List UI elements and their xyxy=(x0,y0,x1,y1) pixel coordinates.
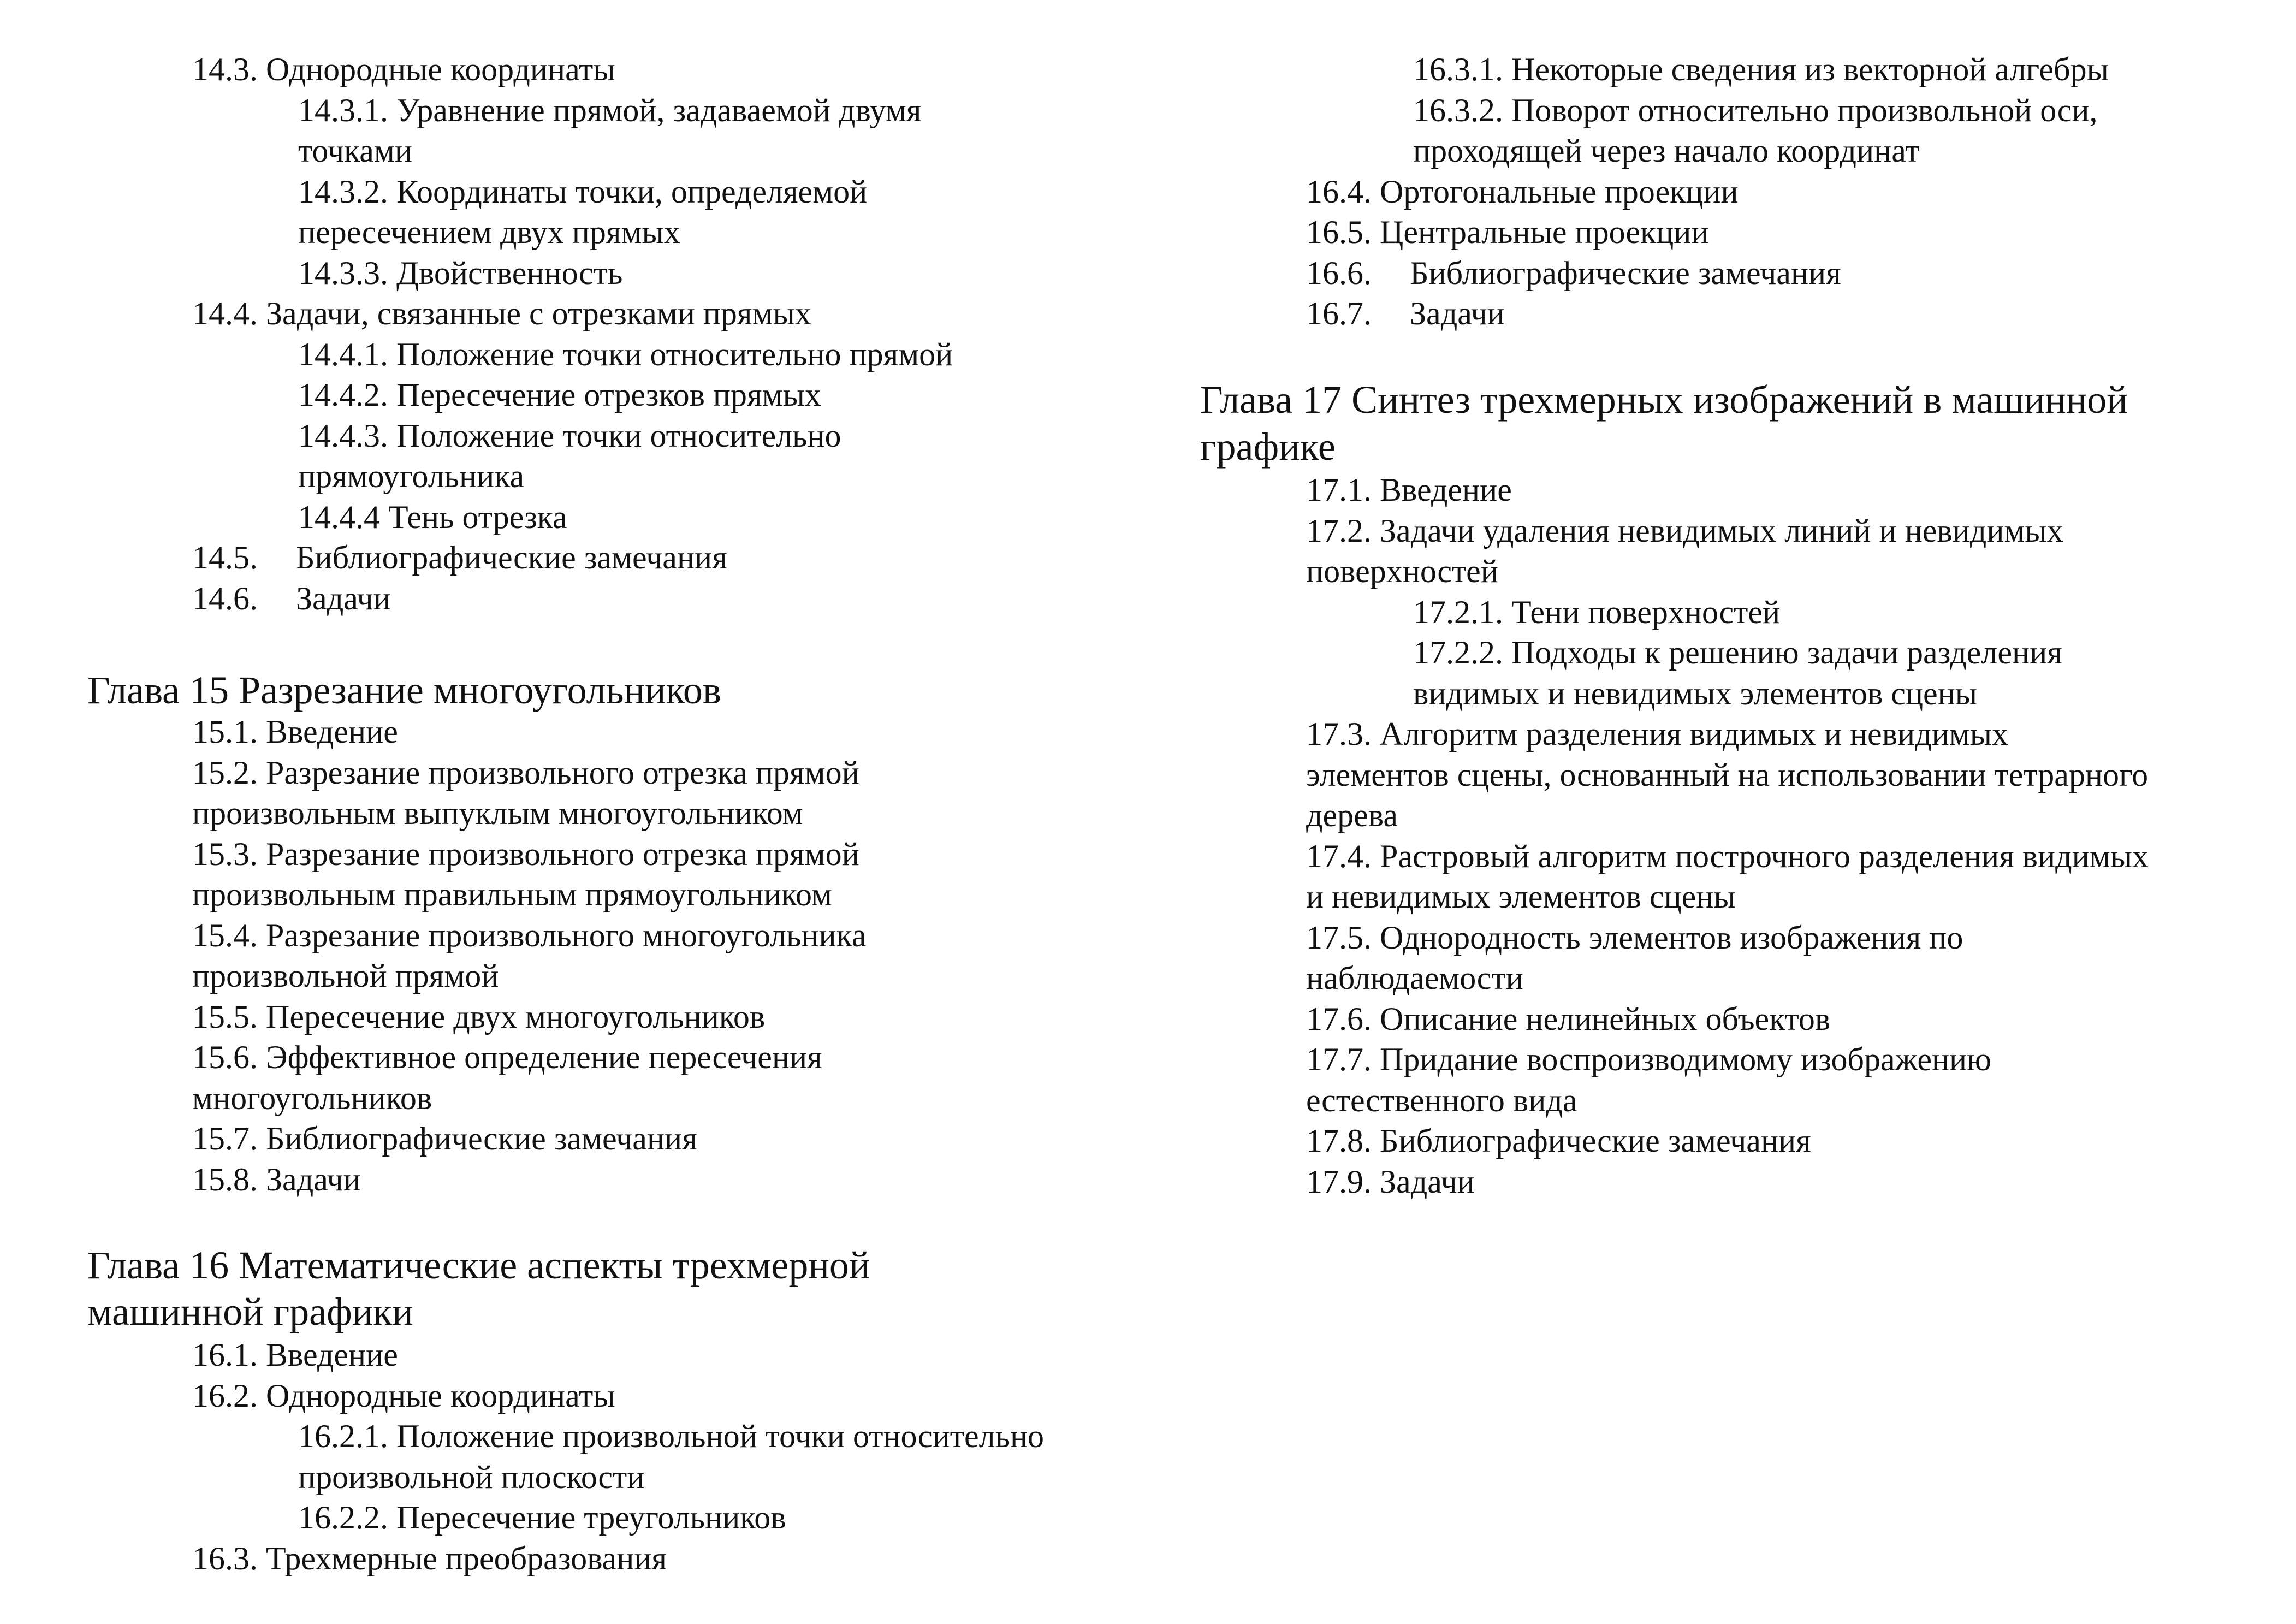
chapter-17-heading[interactable]: Глава 17 Синтез трехмерных изображений в машинной xyxy=(1200,378,2128,422)
toc-entry-17-3[interactable]: 17.3. Алгоритм разделения видимых и невидимых xyxy=(1306,716,2009,752)
toc-entry-17-5[interactable]: 17.5. Однородность элементов изображения по xyxy=(1306,920,1963,956)
toc-entry-17-5-cont[interactable]: наблюдаемости xyxy=(1306,960,1523,996)
toc-entry-14-3-2-cont[interactable]: пересечением двух прямых xyxy=(298,214,680,250)
toc-entry-14-4-1[interactable]: 14.4.1. Положение точки относительно прямой xyxy=(298,336,953,372)
toc-entry-15-8[interactable]: 15.8. Задачи xyxy=(192,1161,361,1198)
toc-entry-14-4-2[interactable]: 14.4.2. Пересечение отрезков прямых xyxy=(298,377,821,413)
toc-entry-number: 14.6. xyxy=(192,580,258,617)
toc-entry-15-5[interactable]: 15.5. Пересечение двух многоугольников xyxy=(192,999,766,1035)
toc-entry-number: 16.7. xyxy=(1306,295,1372,331)
toc-entry-14-4-3-cont[interactable]: прямоугольника xyxy=(298,458,525,494)
toc-entry-title: Задачи xyxy=(1410,295,1505,331)
toc-entry-16-3-2[interactable]: 16.3.2. Поворот относительно произвольной оси, xyxy=(1413,92,2098,128)
toc-entry-16-3-1[interactable]: 16.3.1. Некоторые сведения из векторной алгебры xyxy=(1413,51,2109,87)
toc-entry-number: 14.5. xyxy=(192,540,258,576)
toc-entry-15-6[interactable]: 15.6. Эффективное определение пересечения xyxy=(192,1039,822,1075)
toc-entry-14-4[interactable]: 14.4. Задачи, связанные с отрезками прямых xyxy=(192,295,811,331)
toc-entry-number: 16.6. xyxy=(1306,255,1372,291)
toc-entry-title: Задачи xyxy=(296,580,391,617)
toc-entry-16-2[interactable]: 16.2. Однородные координаты xyxy=(192,1378,615,1414)
toc-entry-14-6[interactable] xyxy=(192,578,391,619)
toc-entry-17-8[interactable]: 17.8. Библиографические замечания xyxy=(1306,1123,1811,1159)
toc-entry-16-5[interactable]: 16.5. Центральные проекции xyxy=(1306,214,1709,250)
toc-entry-17-1[interactable]: 17.1. Введение xyxy=(1306,472,1512,508)
toc-entry-16-6[interactable] xyxy=(1306,253,1841,293)
toc-entry-15-6-cont[interactable]: многоугольников xyxy=(192,1080,432,1116)
toc-entry-17-2-2[interactable]: 17.2.2. Подходы к решению задачи разделения xyxy=(1413,635,2062,671)
toc-entry-17-6[interactable]: 17.6. Описание нелинейных объектов xyxy=(1306,1001,1831,1037)
toc-entry-16-2-2[interactable]: 16.2.2. Пересечение треугольников xyxy=(298,1499,786,1536)
toc-entry-16-4[interactable]: 16.4. Ортогональные проекции xyxy=(1306,174,1739,210)
toc-entry-16-3-2-cont[interactable]: проходящей через начало координат xyxy=(1413,133,1920,169)
toc-entry-17-2[interactable]: 17.2. Задачи удаления невидимых линий и невидимых xyxy=(1306,513,2063,549)
toc-entry-title: Библиографические замечания xyxy=(296,540,727,576)
chapter-15-heading[interactable]: Глава 15 Разрезание многоугольников xyxy=(87,668,721,712)
toc-entry-14-4-4[interactable]: 14.4.4 Тень отрезка xyxy=(298,499,567,535)
toc-entry-14-3-1[interactable]: 14.3.1. Уравнение прямой, задаваемой двумя xyxy=(298,92,922,128)
toc-entry-15-4-cont[interactable]: произвольной прямой xyxy=(192,958,499,994)
toc-entry-14-4-3[interactable]: 14.4.3. Положение точки относительно xyxy=(298,418,841,454)
toc-entry-14-3-2[interactable]: 14.3.2. Координаты точки, определяемой xyxy=(298,174,868,210)
toc-entry-17-2-1[interactable]: 17.2.1. Тени поверхностей xyxy=(1413,594,1781,630)
toc-entry-title: Библиографические замечания xyxy=(1410,255,1841,291)
toc-entry-16-2-1-cont[interactable]: произвольной плоскости xyxy=(298,1459,645,1495)
toc-entry-14-3-3[interactable]: 14.3.3. Двойственность xyxy=(298,255,623,291)
toc-entry-15-4[interactable]: 15.4. Разрезание произвольного многоугольника xyxy=(192,917,867,953)
toc-entry-15-1[interactable]: 15.1. Введение xyxy=(192,714,398,750)
toc-entry-17-7-cont[interactable]: естественного вида xyxy=(1306,1082,1577,1118)
chapter-16-heading-cont[interactable]: машинной графики xyxy=(87,1290,413,1333)
toc-entry-17-4-cont[interactable]: и невидимых элементов сцены xyxy=(1306,879,1736,915)
toc-entry-15-2-cont[interactable]: произвольным выпуклым многоугольником xyxy=(192,795,803,831)
toc-entry-17-4[interactable]: 17.4. Растровый алгоритм построчного разделения видимых xyxy=(1306,838,2149,874)
toc-entry-14-3-1-cont[interactable]: точками xyxy=(298,133,413,169)
toc-entry-14-3[interactable]: 14.3. Однородные координаты xyxy=(192,51,615,87)
toc-entry-15-2[interactable]: 15.2. Разрезание произвольного отрезка прямой xyxy=(192,755,859,791)
chapter-16-heading[interactable]: Глава 16 Математические аспекты трехмерной xyxy=(87,1243,870,1287)
toc-entry-17-3-cont[interactable]: элементов сцены, основанный на использовании тетрарного xyxy=(1306,757,2149,793)
toc-entry-17-9[interactable]: 17.9. Задачи xyxy=(1306,1164,1475,1200)
toc-entry-16-7[interactable] xyxy=(1306,293,1505,334)
toc-entry-17-2-cont[interactable]: поверхностей xyxy=(1306,553,1498,589)
toc-entry-16-2-1[interactable]: 16.2.1. Положение произвольной точки относительно xyxy=(298,1418,1045,1454)
toc-entry-15-3-cont[interactable]: произвольным правильным прямоугольником xyxy=(192,876,832,912)
toc-entry-15-3[interactable]: 15.3. Разрезание произвольного отрезка прямой xyxy=(192,836,859,872)
toc-entry-17-7[interactable]: 17.7. Придание воспроизводимому изображению xyxy=(1306,1041,1991,1077)
chapter-17-heading-cont[interactable]: графике xyxy=(1200,425,1336,469)
toc-entry-15-7[interactable]: 15.7. Библиографические замечания xyxy=(192,1121,697,1157)
toc-entry-17-2-2-cont[interactable]: видимых и невидимых элементов сцены xyxy=(1413,675,1978,712)
toc-entry-17-3-cont2[interactable]: дерева xyxy=(1306,797,1398,833)
toc-entry-14-5[interactable] xyxy=(192,537,727,578)
toc-entry-16-1[interactable]: 16.1. Введение xyxy=(192,1337,398,1373)
toc-entry-16-3[interactable]: 16.3. Трехмерные преобразования xyxy=(192,1540,667,1576)
